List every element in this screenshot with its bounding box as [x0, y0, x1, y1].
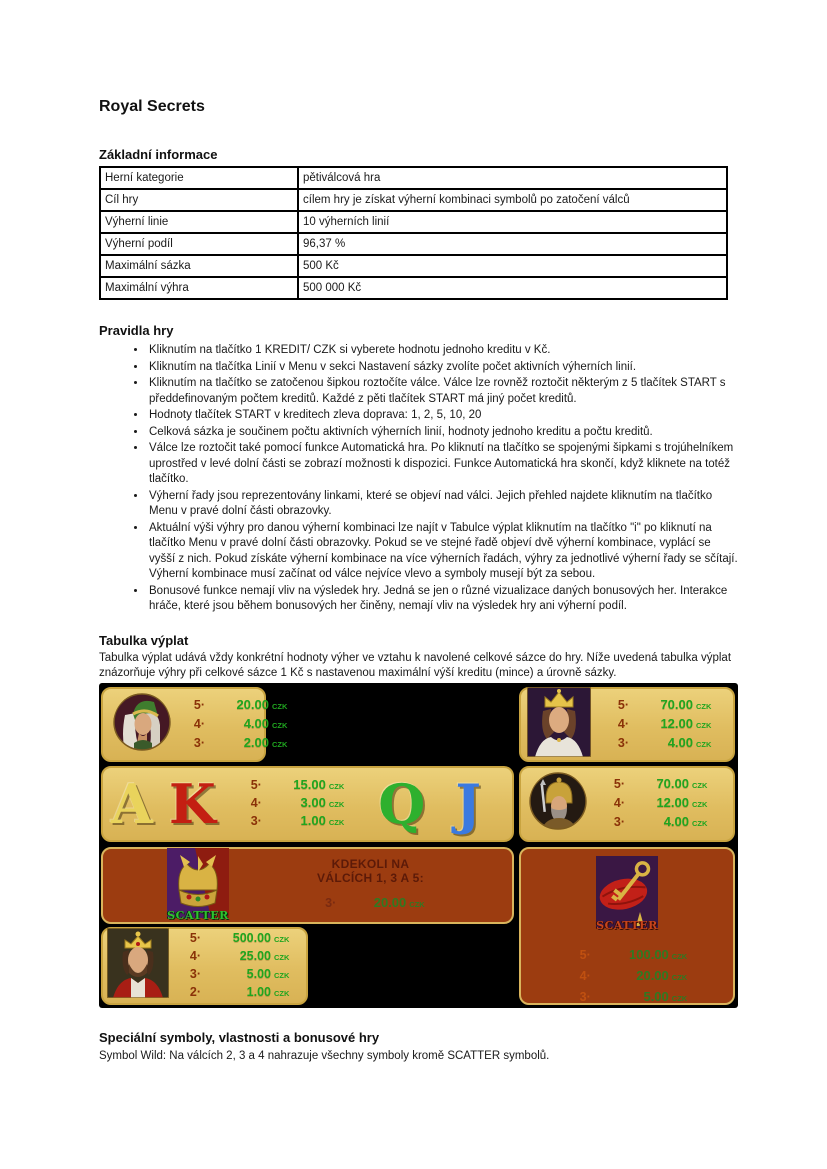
- match-count: 3·: [193, 735, 205, 750]
- scatter-label: SCATTER: [167, 908, 229, 922]
- paytable-row: [605, 775, 707, 794]
- page-title: Royal Secrets: [99, 98, 205, 115]
- paytable-row: [181, 966, 289, 984]
- rule-item: • Kliknutím na tlačítka Linií v Menu v sekci Nastavení sázky zvolíte počet aktivních výherních linií.: [147, 360, 739, 376]
- match-count: 5·: [579, 947, 591, 962]
- currency-label: CZK: [671, 993, 688, 1003]
- rule-item: • Válce lze roztočit také pomocí funkce Automatická hra. Po kliknutí na tlačítko se spojenými šipkami s trojúhelníkem uprostřed v levé dolní části se zobrazí možnosti k dispozici. Funkce Automatická hra skončí, když kliknete na totéž tlačítko.: [147, 441, 739, 488]
- currency-label: CZK: [274, 988, 290, 998]
- win-amount: 4.00: [663, 814, 689, 829]
- paytable-row: [605, 813, 707, 832]
- currency-label: CZK: [272, 720, 288, 730]
- match-count: 4·: [189, 948, 201, 963]
- win-amount: 5.00: [643, 988, 669, 1004]
- princess-symbol-icon: [113, 693, 171, 756]
- win-amount: 20.00: [373, 895, 407, 910]
- paytable-panel-letters: [101, 766, 514, 842]
- match-count: 5·: [613, 777, 625, 791]
- currency-label: CZK: [692, 800, 708, 809]
- document-page: [99, 0, 739, 1064]
- letter-q-symbol: Q: [378, 771, 426, 836]
- paytable-row: [567, 966, 687, 987]
- win-amount: 1.00: [300, 812, 326, 828]
- win-amount: 70.00: [656, 776, 689, 791]
- letter-k-symbol: K: [168, 771, 216, 836]
- basic-info-heading: Základní informace: [99, 147, 218, 162]
- key-scatter-symbol-icon: [596, 856, 658, 933]
- table-row: [100, 233, 727, 255]
- currency-label: CZK: [696, 739, 712, 749]
- rules-heading: Pravidla hry: [99, 323, 174, 338]
- currency-label: CZK: [696, 720, 712, 730]
- paytable-row: [242, 795, 344, 813]
- info-value: 500 000 Kč: [298, 277, 727, 299]
- rule-item: • Kliknutím na tlačítko se zatočenou šipkou roztočíte válce. Válce lze rovněž roztočit některým z 5 tlačítek START s předdefinovaným počtem kreditů. Každé z pěti tlačítek START má jiný počet kreditů.: [147, 376, 739, 407]
- paytable-row: [185, 734, 287, 753]
- currency-label: CZK: [328, 781, 345, 791]
- paytable-row: [181, 984, 289, 1002]
- match-count: 3·: [613, 815, 625, 829]
- win-amount: 70.00: [660, 696, 693, 712]
- currency-label: CZK: [696, 701, 712, 711]
- currency-label: CZK: [272, 701, 288, 711]
- king-symbol-icon: [107, 928, 169, 1003]
- paytable-row: [605, 794, 707, 813]
- paytable-row: [567, 987, 687, 1008]
- table-row: [100, 211, 727, 233]
- rule-item: • Výherní řady jsou reprezentovány linkami, které se objeví nad válci. Jejich přehled najdete kliknutím na tlačítko Menu v pravé dolní části obrazovky.: [147, 489, 739, 520]
- match-count: 4·: [617, 716, 629, 731]
- win-amount: 12.00: [656, 795, 689, 810]
- win-amount: 12.00: [660, 715, 693, 731]
- paytable-intro: Tabulka výplat udává vždy konkrétní hodnoty výher ve vztahu k navolené celkové sázce do hry. Níže uvedená tabulka výplat znázorňuje výhry při celkové sázce 1 Kč s nastavenou maximální výší kreditu (mince) a úrovně sázky.: [99, 651, 732, 679]
- rule-item: • Bonusové funkce nemají vliv na výsledek hry. Jedná se jen o různé vizualizace daných bonusových her. Interakce hráče, které jsou během bonusových her činěny, nemají vliv na výsledek hry ani výherní podíl.: [147, 584, 739, 615]
- currency-label: CZK: [409, 900, 425, 909]
- currency-label: CZK: [328, 817, 345, 827]
- rule-item: • Aktuální výši výhry pro danou výherní kombinaci lze najít v Tabulce výplat kliknutím na tlačítko "i" po kliknutí na tlačítko Menu v pravé dolní části obrazovky. Pokud se ve stejné řadě objeví dvě výherní kombinace, vyplácí se vyšší z nich. Pokud získáte výherní kombinace na více výherních řadách, výhry za jednotlivé výherní řady se sčítají. Výherní kombinace musí začínat od válce nejvíce vlevo a symboly musejí být za sebou.: [147, 521, 739, 583]
- match-count: 3·: [579, 989, 591, 1004]
- match-count: 3·: [325, 896, 337, 910]
- match-count: 3·: [617, 735, 629, 750]
- currency-label: CZK: [272, 739, 288, 749]
- paytable-panel-queen: [519, 687, 735, 762]
- match-count: 4·: [579, 968, 591, 983]
- paytable-row: [567, 945, 687, 966]
- paytable-row: [185, 715, 287, 734]
- info-value: cílem hry je získat výherní kombinaci symbolů po zatočení válců: [298, 189, 727, 211]
- paytable-row: [609, 696, 711, 715]
- win-amount: 4.00: [667, 734, 693, 750]
- info-value: pětiválcová hra: [298, 167, 727, 189]
- crown-scatter-symbol-icon: [167, 848, 229, 923]
- paytable-row: [242, 777, 344, 795]
- info-label: Výherní linie: [100, 211, 298, 233]
- win-amount: 15.00: [293, 776, 326, 792]
- currency-label: CZK: [671, 972, 688, 982]
- queen-symbol-icon: [527, 687, 591, 762]
- win-amount: 20.00: [636, 967, 669, 983]
- paytable-row: [242, 813, 344, 831]
- special-symbols-heading: Speciální symboly, vlastnosti a bonusové hry: [99, 1029, 380, 1045]
- soldier-symbol-icon: [529, 772, 587, 835]
- scatter-condition-line1: KDEKOLI NA: [331, 857, 410, 871]
- paytable-panel-scatter-key: [519, 847, 735, 1005]
- currency-label: CZK: [328, 799, 345, 809]
- currency-label: CZK: [671, 951, 688, 961]
- paytable-row: [181, 948, 289, 966]
- match-count: 4·: [193, 716, 205, 731]
- basic-info-table: [99, 166, 728, 300]
- paytable-image: [99, 683, 738, 1008]
- paytable-row: [609, 734, 711, 753]
- match-count: 4·: [250, 795, 262, 810]
- rule-item: • Kliknutím na tlačítko 1 KREDIT/ CZK si vyberete hodnotu jednoho kreditu v Kč.: [147, 343, 739, 359]
- info-value: 10 výherních linií: [298, 211, 727, 233]
- paytable-row: [185, 696, 287, 715]
- paytable-heading: Tabulka výplat: [99, 632, 189, 648]
- match-count: 2·: [189, 984, 201, 999]
- win-amount: 2.00: [243, 734, 269, 750]
- paytable-panel-king: [101, 927, 308, 1005]
- paytable-row: [181, 930, 289, 948]
- info-value: 500 Kč: [298, 255, 727, 277]
- match-count: 5·: [250, 777, 262, 792]
- paytable-panel-soldier: [519, 766, 735, 842]
- rule-item: • Hodnoty tlačítek START v kreditech zleva doprava: 1, 2, 5, 10, 20: [147, 408, 739, 424]
- currency-label: CZK: [692, 819, 708, 828]
- match-count: 3·: [250, 813, 262, 828]
- paytable-panel-scatter-crown: [101, 847, 514, 924]
- rule-item: • Celková sázka je součinem počtu aktivních výherních linií, hodnoty jednoho kreditu a počtu kreditů.: [147, 425, 739, 441]
- rules-list: [99, 343, 739, 615]
- info-label: Maximální sázka: [100, 255, 298, 277]
- table-row: [100, 167, 727, 189]
- paytable-row: [609, 715, 711, 734]
- win-amount: 5.00: [246, 966, 271, 981]
- currency-label: CZK: [274, 970, 290, 980]
- paytable-row: [316, 894, 424, 913]
- currency-label: CZK: [274, 934, 290, 944]
- win-amount: 100.00: [629, 946, 669, 962]
- table-row: [100, 255, 727, 277]
- win-amount: 20.00: [236, 696, 269, 712]
- info-label: Maximální výhra: [100, 277, 298, 299]
- letter-a-symbol: A: [111, 771, 153, 836]
- table-row: [100, 189, 727, 211]
- table-row: [100, 277, 727, 299]
- match-count: 5·: [193, 697, 205, 712]
- currency-label: CZK: [692, 781, 708, 790]
- win-amount: 500.00: [232, 930, 271, 945]
- win-amount: 25.00: [239, 948, 271, 963]
- paytable-panel-princess: [101, 687, 288, 762]
- info-label: Cíl hry: [100, 189, 298, 211]
- info-label: Herní kategorie: [100, 167, 298, 189]
- scatter-label: SCATTER: [596, 918, 658, 932]
- special-symbols-text: Symbol Wild: Na válcích 2, 3 a 4 nahrazuje všechny symboly kromě SCATTER symbolů.: [99, 1049, 550, 1062]
- match-count: 5·: [617, 697, 629, 712]
- info-label: Výherní podíl: [100, 233, 298, 255]
- win-amount: 3.00: [300, 794, 326, 810]
- match-count: 3·: [189, 966, 201, 981]
- scatter-condition-line2: VÁLCÍCH 1, 3 A 5:: [317, 871, 424, 885]
- letter-j-symbol: J: [455, 771, 481, 836]
- currency-label: CZK: [274, 952, 290, 962]
- win-amount: 4.00: [243, 715, 269, 731]
- match-count: 5·: [189, 930, 201, 945]
- info-value: 96,37 %: [298, 233, 727, 255]
- match-count: 4·: [613, 796, 625, 810]
- win-amount: 1.00: [246, 984, 271, 999]
